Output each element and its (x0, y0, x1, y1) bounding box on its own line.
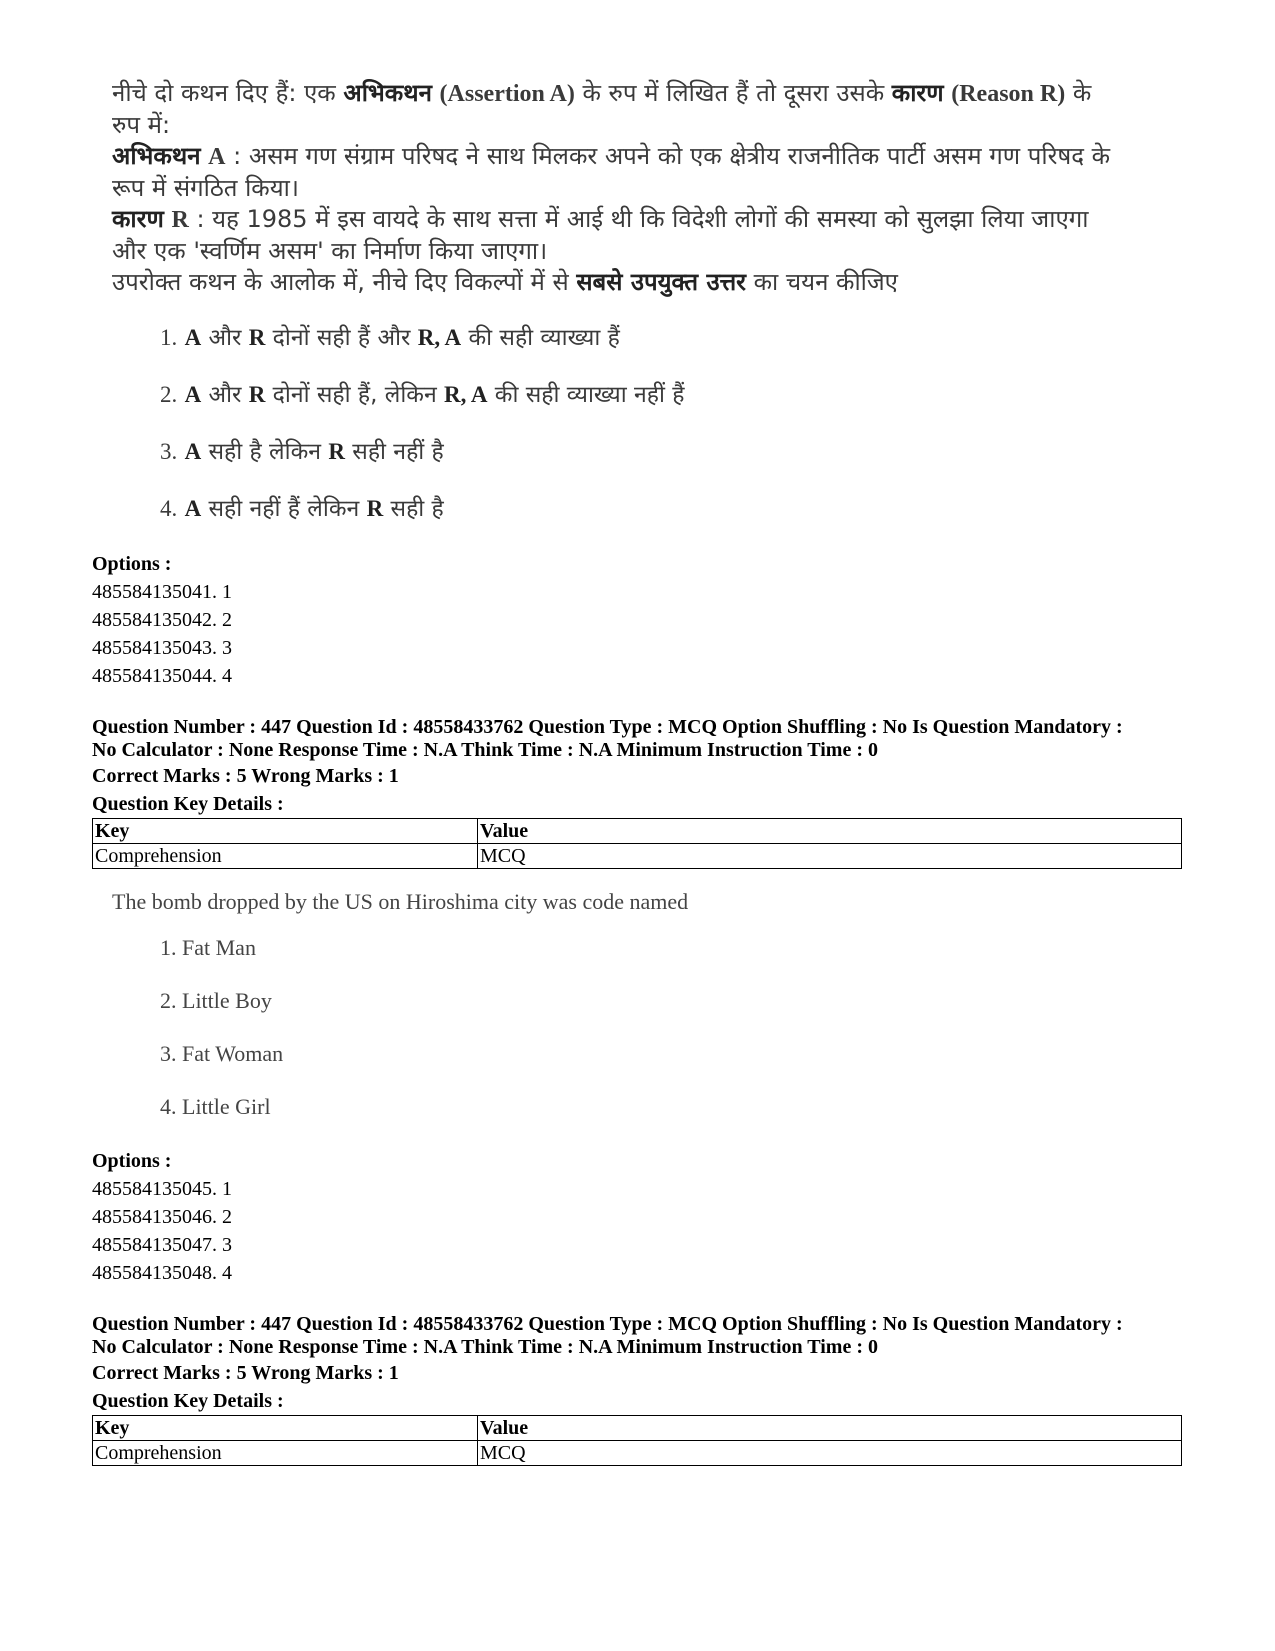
reason-label: कारण (112, 205, 164, 233)
header-value: Value (478, 1416, 1182, 1441)
key-details-title: Question Key Details : (92, 1390, 284, 1412)
choice-ra: R, A (417, 325, 462, 350)
reason-english: (Reason R) (951, 81, 1066, 107)
choice-a: A (184, 439, 202, 464)
table-row (93, 844, 1182, 869)
assertion-text: : असम गण संग्राम परिषद ने साथ मिलकर अपने को एक क्षेत्रीय राजनीतिक पार्टी असम गण परिषद के रूप में संगठित किया। (112, 142, 1111, 202)
reason-text: : यह 1985 में इस वायदे के साथ सत्ता में आई थी कि विदेशी लोगों की समस्या को सुलझा लिया जाएगा और एक 'स्वर्णिम असम' का निर्माण किया जाएगा। (112, 205, 1089, 265)
assertion-letter: A (208, 144, 226, 170)
intro-text: नीचे दो कथन दिए हैं: एक (112, 79, 344, 107)
choice-a: A (184, 325, 202, 350)
choice-text: दोनों सही हैं और (265, 325, 418, 351)
meta-line: Question Number : 447 Question Id : 48558433762 Question Type : MCQ Option Shuffling : No Is Question Mandatory : (92, 716, 1123, 738)
question-meta (92, 1313, 1182, 1359)
cell-value: MCQ (478, 1441, 1182, 1466)
assertion-label: अभिकथन (112, 142, 201, 170)
choice-item (160, 436, 1122, 467)
marks-line: Correct Marks : 5 Wrong Marks : 1 (92, 1362, 399, 1384)
choice-r: R (366, 496, 384, 521)
option-id: 485584135041. 1 (92, 581, 232, 603)
instruction-text-2: का चयन कीजिए (746, 268, 898, 296)
assertion-statement (112, 141, 1122, 204)
choice-text: सही है (383, 496, 444, 522)
choice-r: R (328, 439, 345, 464)
choice-number: 1. (160, 325, 178, 350)
instruction-bold: सबसे उपयुक्त उत्तर (576, 268, 746, 296)
option-id: 485584135043. 3 (92, 637, 232, 659)
choice-text: की सही व्याख्या हैं (461, 325, 620, 351)
key-details-title: Question Key Details : (92, 793, 284, 815)
option-id: 485584135048. 4 (92, 1262, 232, 1284)
english-question-image (92, 889, 1182, 1122)
assertion-term: अभिकथन (343, 79, 432, 107)
intro-text-3: के रुप में: (112, 79, 1092, 139)
cell-value: MCQ (478, 844, 1182, 869)
instruction (112, 267, 1122, 298)
question-text: The bomb dropped by the US on Hiroshima city was code named (112, 889, 689, 914)
intro-text-2: के रुप में लिखित हैं तो दूसरा उसके (574, 79, 892, 107)
choice-r: R (248, 325, 266, 350)
options-title: Options : (92, 1150, 172, 1172)
choice-text: और (201, 382, 249, 408)
choice-item (160, 493, 1122, 524)
choice-text: की सही व्याख्या नहीं हैं (487, 382, 685, 408)
english-choice-list (112, 935, 1182, 1122)
choice-text: दोनों सही हैं, लेकिन (265, 382, 445, 408)
choice-item: 2. Little Boy (160, 988, 272, 1013)
choice-text: सही नहीं है (344, 439, 444, 465)
table-header-row (93, 1416, 1182, 1441)
key-details-table (92, 1415, 1182, 1466)
hindi-choice-list (112, 322, 1122, 524)
choice-number: 2. (160, 382, 178, 407)
option-id: 485584135046. 2 (92, 1206, 232, 1228)
meta-line: No Calculator : None Response Time : N.A Think Time : N.A Minimum Instruction Time : 0 (92, 1336, 878, 1358)
meta-line: Question Number : 447 Question Id : 48558433762 Question Type : MCQ Option Shuffling : No Is Question Mandatory : (92, 1313, 1123, 1335)
meta-line: No Calculator : None Response Time : N.A Think Time : N.A Minimum Instruction Time : 0 (92, 739, 878, 761)
document-page (92, 78, 1182, 1466)
header-key: Key (93, 1416, 478, 1441)
option-id: 485584135045. 1 (92, 1178, 232, 1200)
choice-text: और (201, 325, 249, 351)
reason-letter: R (171, 207, 189, 233)
choice-item: 4. Little Girl (160, 1094, 271, 1119)
choice-item: 1. Fat Man (160, 935, 256, 960)
option-id: 485584135047. 3 (92, 1234, 232, 1256)
choice-text: सही है लेकिन (201, 439, 329, 465)
option-id: 485584135042. 2 (92, 609, 232, 631)
header-key: Key (93, 819, 478, 844)
table-header-row (93, 819, 1182, 844)
option-id: 485584135044. 4 (92, 665, 232, 687)
hindi-question-image (92, 78, 1122, 524)
cell-key: Comprehension (93, 844, 478, 869)
cell-key: Comprehension (93, 1441, 478, 1466)
options-title: Options : (92, 553, 172, 575)
header-value: Value (478, 819, 1182, 844)
marks-line: Correct Marks : 5 Wrong Marks : 1 (92, 765, 399, 787)
choice-ra: R, A (444, 382, 488, 407)
choice-a: A (184, 382, 202, 407)
reason-statement (112, 204, 1122, 267)
choice-r: R (248, 382, 266, 407)
choice-number: 3. (160, 439, 178, 464)
choice-item (160, 379, 1122, 410)
choice-text: सही नहीं हैं लेकिन (201, 496, 367, 522)
reason-term: कारण (891, 79, 944, 107)
question-meta (92, 716, 1182, 762)
assertion-english: (Assertion A) (439, 81, 575, 107)
instruction-text: उपरोक्त कथन के आलोक में, नीचे दिए विकल्पों में से (112, 268, 577, 296)
key-details-table (92, 818, 1182, 869)
question-intro (112, 78, 1122, 141)
choice-a: A (184, 496, 202, 521)
table-row (93, 1441, 1182, 1466)
choice-item: 3. Fat Woman (160, 1041, 284, 1066)
choice-item (160, 322, 1122, 353)
choice-number: 4. (160, 496, 178, 521)
